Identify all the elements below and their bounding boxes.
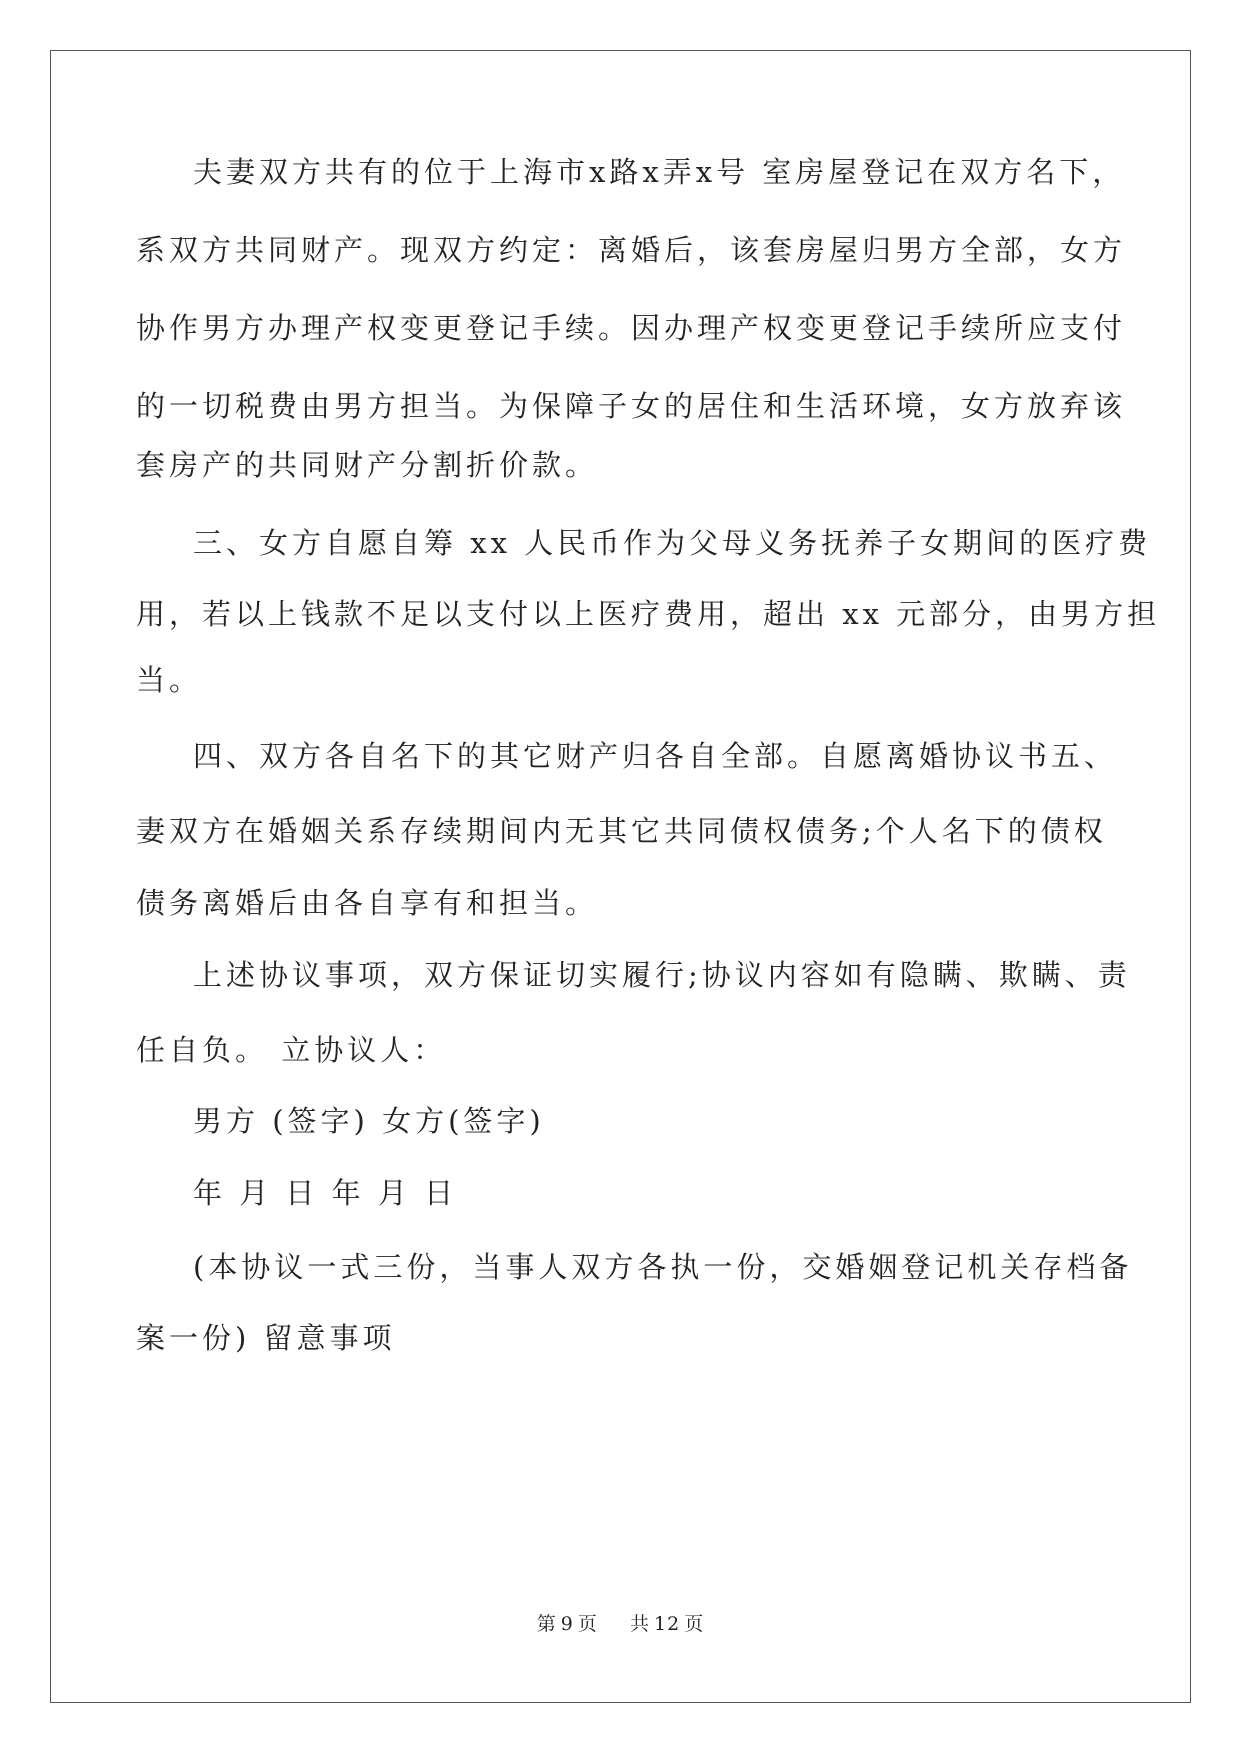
page-label-suffix: 页 bbox=[577, 1613, 598, 1635]
page-label-prefix: 第 bbox=[536, 1613, 557, 1635]
page-footer bbox=[0, 1612, 1241, 1636]
text-line-15: 年 月 日 年 月 日 bbox=[193, 1176, 458, 1210]
text-line-11: 债务离婚后由各自享有和担当。 bbox=[136, 886, 599, 920]
text-line-16: (本协议一式三份，当事人双方各执一份，交婚姻登记机关存档备 bbox=[193, 1250, 1133, 1284]
text-line-14: 男方 (签字) 女方(签字) bbox=[193, 1104, 545, 1138]
text-line-2: 系双方共同财产。现双方约定：离婚后，该套房屋归男方全部，女方 bbox=[136, 233, 1127, 267]
text-line-7: 用，若以上钱款不足以支付以上医疗费用，超出 xx 元部分，由男方担 bbox=[136, 597, 1161, 631]
text-line-3: 协作男方办理产权变更登记手续。因办理产权变更登记手续所应支付 bbox=[136, 311, 1127, 345]
text-line-9: 四、双方各自名下的其它财产归各自全部。自愿离婚协议书五、 bbox=[193, 739, 1118, 773]
text-line-12: 上述协议事项，双方保证切实履行;协议内容如有隐瞒、欺瞒、责 bbox=[193, 958, 1131, 992]
page-border bbox=[50, 50, 1191, 1703]
total-pages: 12 bbox=[654, 1613, 681, 1635]
total-prefix: 共 bbox=[630, 1613, 651, 1635]
text-line-13: 任自负。 立协议人： bbox=[136, 1033, 447, 1067]
text-line-17: 案一份) 留意事项 bbox=[136, 1321, 396, 1355]
total-suffix: 页 bbox=[684, 1613, 705, 1635]
text-line-1: 夫妻双方共有的位于上海市x路x弄x号 室房屋登记在双方名下， bbox=[193, 155, 1126, 189]
text-line-6: 三、女方自愿自筹 xx 人民币作为父母义务抚养子女期间的医疗费 bbox=[193, 526, 1152, 560]
text-line-8: 当。 bbox=[136, 663, 203, 697]
text-line-4: 的一切税费由男方担当。为保障子女的居住和生活环境，女方放弃该 bbox=[136, 389, 1127, 423]
text-line-10: 妻双方在婚姻关系存续期间内无其它共同债权债务;个人名下的债权 bbox=[136, 814, 1107, 848]
page-number: 9 bbox=[560, 1613, 574, 1635]
text-line-5: 套房产的共同财产分割折价款。 bbox=[136, 448, 599, 482]
